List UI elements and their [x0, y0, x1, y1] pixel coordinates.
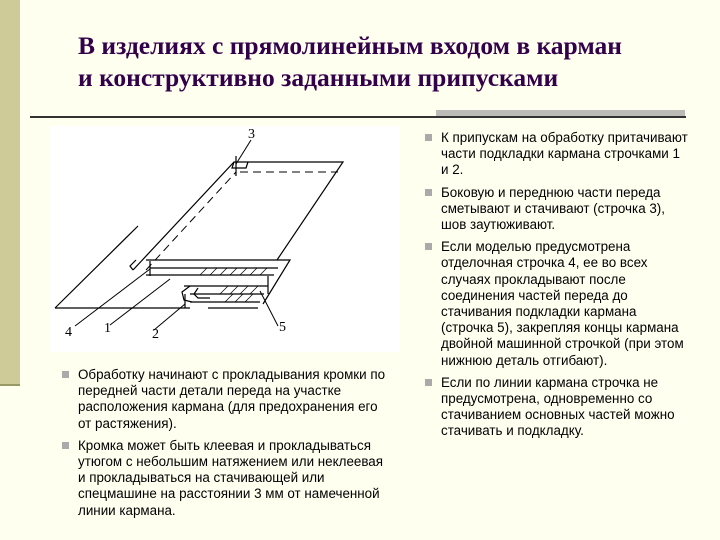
- slide-title-line-1: В изделиях с прямолинейным входом в карман: [78, 31, 622, 60]
- slide-title: [78, 30, 698, 94]
- hatch: [250, 268, 257, 275]
- callout-4: 4: [65, 325, 72, 340]
- square-bullet-icon: [425, 379, 432, 386]
- callout-3: 3: [248, 127, 255, 142]
- upper-panel-outline: [133, 162, 343, 270]
- bullet-item: [62, 367, 392, 432]
- hatch: [240, 268, 247, 275]
- hatch: [225, 294, 233, 302]
- right-bullet-list: [425, 130, 690, 446]
- stitch-line-4: [146, 172, 236, 270]
- base-left-edge: [55, 226, 138, 308]
- left-bullet-list: [62, 367, 392, 525]
- callout-1: 1: [104, 321, 111, 336]
- hatch: [240, 286, 248, 294]
- callout-5: 5: [279, 320, 286, 335]
- side-accent-bar: [0, 0, 20, 384]
- square-bullet-icon: [425, 243, 432, 250]
- bullet-text: Обработку начинают с прокладывания кромки по передней части детали переда на участке расположения кармана (для предохранения его от растяжения).: [78, 367, 386, 431]
- hatch: [260, 268, 267, 275]
- bullet-item: [62, 438, 392, 519]
- hatch: [220, 286, 228, 294]
- bullet-item: [425, 185, 690, 234]
- square-bullet-icon: [425, 134, 432, 141]
- hatch: [200, 268, 207, 275]
- leader-1: [110, 279, 170, 325]
- leader-5: [260, 291, 278, 326]
- bullet-text: Кромка может быть клеевая и прокладываться утюгом с небольшим натяжением или неклеевая и прокладываться на стачивающей или спецмашине на расстоянии 3 мм от намеченной линии кармана.: [78, 437, 384, 518]
- hatch: [235, 294, 243, 302]
- hatch: [230, 268, 237, 275]
- callout-2: 2: [152, 327, 159, 342]
- bullet-text: Если моделью предусмотрена отделочная строчка 4, ее во всех случаях прокладывают после соединения частей переда до стачивания подкладки кармана (строчка 5), закрепляя концы кармана двойной машинной строчкой (при этом нижнюю деталь отгибают).: [441, 239, 684, 368]
- title-divider: [30, 116, 686, 118]
- hatch: [230, 286, 238, 294]
- bullet-item: [425, 375, 690, 440]
- leader-3: [236, 140, 251, 164]
- bullet-item: [425, 130, 690, 179]
- hatch: [250, 286, 258, 294]
- square-bullet-icon: [62, 442, 69, 449]
- bullet-text: Если по линии кармана строчка не предусмотрена, одновременно со стачиванием основных частей можно стачивать и подкладку.: [441, 374, 675, 439]
- bullet-item: [425, 239, 690, 369]
- hatch: [220, 268, 227, 275]
- side-accent-line: [0, 384, 20, 386]
- hatch: [245, 294, 253, 302]
- pocket-diagram-svg: [50, 126, 400, 352]
- bullet-text: К припускам на обработку притачивают части подкладки кармана строчками 1 и 2.: [441, 130, 688, 178]
- square-bullet-icon: [62, 371, 69, 378]
- inner-right-edge: [263, 260, 290, 304]
- pocket-diagram: [50, 126, 400, 352]
- hatch: [210, 268, 217, 275]
- slide-title-line-2: и конструктивно заданными припусками: [78, 63, 559, 92]
- square-bullet-icon: [425, 189, 432, 196]
- bullet-text: Боковую и переднюю части переда сметывают и стачивают (строчка 3), шов заутюживают.: [441, 184, 665, 233]
- lower-fold-inner: [194, 288, 210, 298]
- top-tab: [232, 162, 248, 168]
